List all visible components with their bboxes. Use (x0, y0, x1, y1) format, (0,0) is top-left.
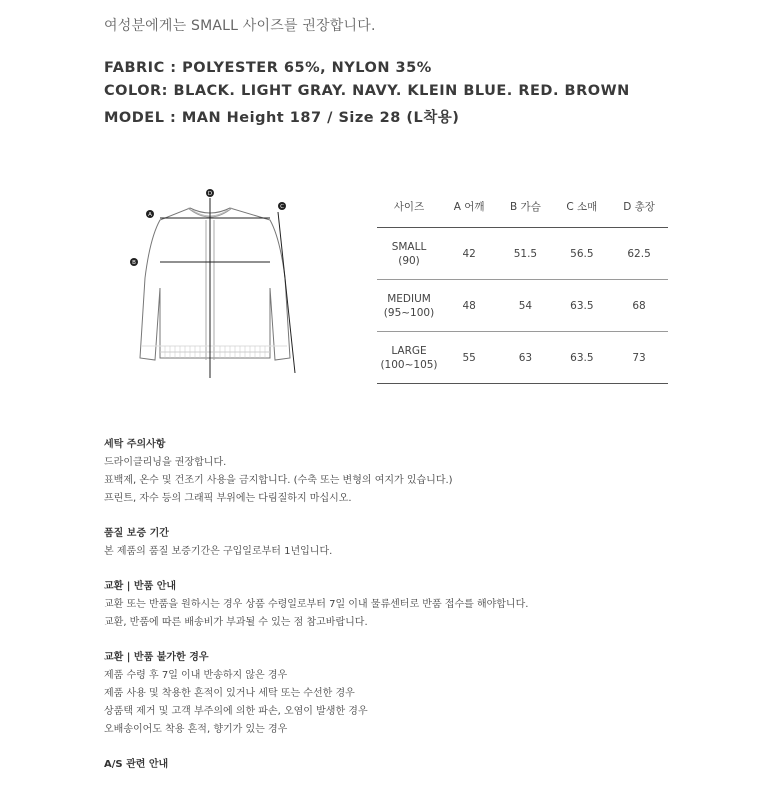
care-line: 드라이클리닝을 권장합니다. (104, 457, 227, 468)
exchange-section (104, 578, 528, 632)
size-cell: SMALL (90) (377, 228, 441, 280)
header-shoulder: A 어깨 (441, 185, 497, 228)
value-cell: 55 (441, 332, 497, 384)
as-title: A/S 관련 안내 (104, 759, 169, 770)
size-cell: LARGE (100~105) (377, 332, 441, 384)
no-exchange-title: 교환 | 반품 불가한 경우 (104, 652, 209, 663)
cardigan-outline (140, 208, 290, 360)
care-line: 프린트, 자수 등의 그래픽 부위에는 다림질하지 마십시오. (104, 493, 352, 504)
value-cell: 42 (441, 228, 497, 280)
warranty-section (104, 525, 528, 561)
size-table-header (377, 185, 668, 228)
marker-d: D (207, 191, 213, 197)
no-exchange-section (104, 649, 528, 739)
header-chest: B 가슴 (497, 185, 553, 228)
table-row (377, 280, 668, 332)
no-exchange-line: 오배송이어도 착용 흔적, 향기가 있는 경우 (104, 724, 288, 735)
measurement-diagram (120, 178, 320, 388)
care-line: 표백제, 온수 및 건조기 사용을 금지합니다. (수축 또는 변형의 여지가 있습니다.) (104, 475, 453, 486)
warranty-title: 품질 보증 기간 (104, 528, 169, 539)
exchange-title: 교환 | 반품 안내 (104, 581, 177, 592)
exchange-line: 교환 또는 반품을 원하시는 경우 상품 수령일로부터 7일 이내 물류센터로 반품 접수를 해야합니다. (104, 599, 529, 610)
care-section (104, 436, 528, 508)
no-exchange-line: 상품택 제거 및 고객 부주의에 의한 파손, 오염이 발생한 경우 (104, 706, 368, 717)
size-table (377, 185, 668, 384)
sizing-notice: 여성분에게는 SMALL 사이즈를 권장합니다. (104, 18, 376, 34)
marker-c: C (280, 204, 284, 210)
table-row (377, 332, 668, 384)
no-exchange-line: 제품 수령 후 7일 이내 반송하지 않은 경우 (104, 670, 288, 681)
header-length: D 총장 (610, 185, 668, 228)
marker-a: A (148, 212, 152, 218)
value-cell: 68 (610, 280, 668, 332)
sleeve-measure-line (278, 212, 295, 373)
value-cell: 63 (497, 332, 553, 384)
care-info (104, 436, 528, 791)
no-exchange-line: 제품 사용 및 착용한 흔적이 있거나 세탁 또는 수선한 경우 (104, 688, 355, 699)
header-size: 사이즈 (377, 185, 441, 228)
marker-b: B (132, 260, 136, 266)
value-cell: 62.5 (610, 228, 668, 280)
as-section (104, 756, 528, 774)
size-cell: MEDIUM (95~100) (377, 280, 441, 332)
model-spec: MODEL : MAN Height 187 / Size 28 (L착용) (104, 110, 460, 126)
table-row (377, 228, 668, 280)
fabric-spec: FABRIC : POLYESTER 65%, NYLON 35% (104, 60, 432, 76)
warranty-line: 본 제품의 품질 보증기간은 구입일로부터 1년입니다. (104, 546, 333, 557)
value-cell: 54 (497, 280, 553, 332)
value-cell: 63.5 (554, 332, 611, 384)
care-title: 세탁 주의사항 (104, 439, 166, 450)
header-sleeve: C 소매 (554, 185, 611, 228)
value-cell: 63.5 (554, 280, 611, 332)
value-cell: 56.5 (554, 228, 611, 280)
value-cell: 51.5 (497, 228, 553, 280)
color-spec: COLOR: BLACK. LIGHT GRAY. NAVY. KLEIN BLUE. RED. BROWN (104, 83, 630, 99)
value-cell: 73 (610, 332, 668, 384)
exchange-line: 교환, 반품에 따른 배송비가 부과될 수 있는 점 참고바랍니다. (104, 617, 368, 628)
value-cell: 48 (441, 280, 497, 332)
